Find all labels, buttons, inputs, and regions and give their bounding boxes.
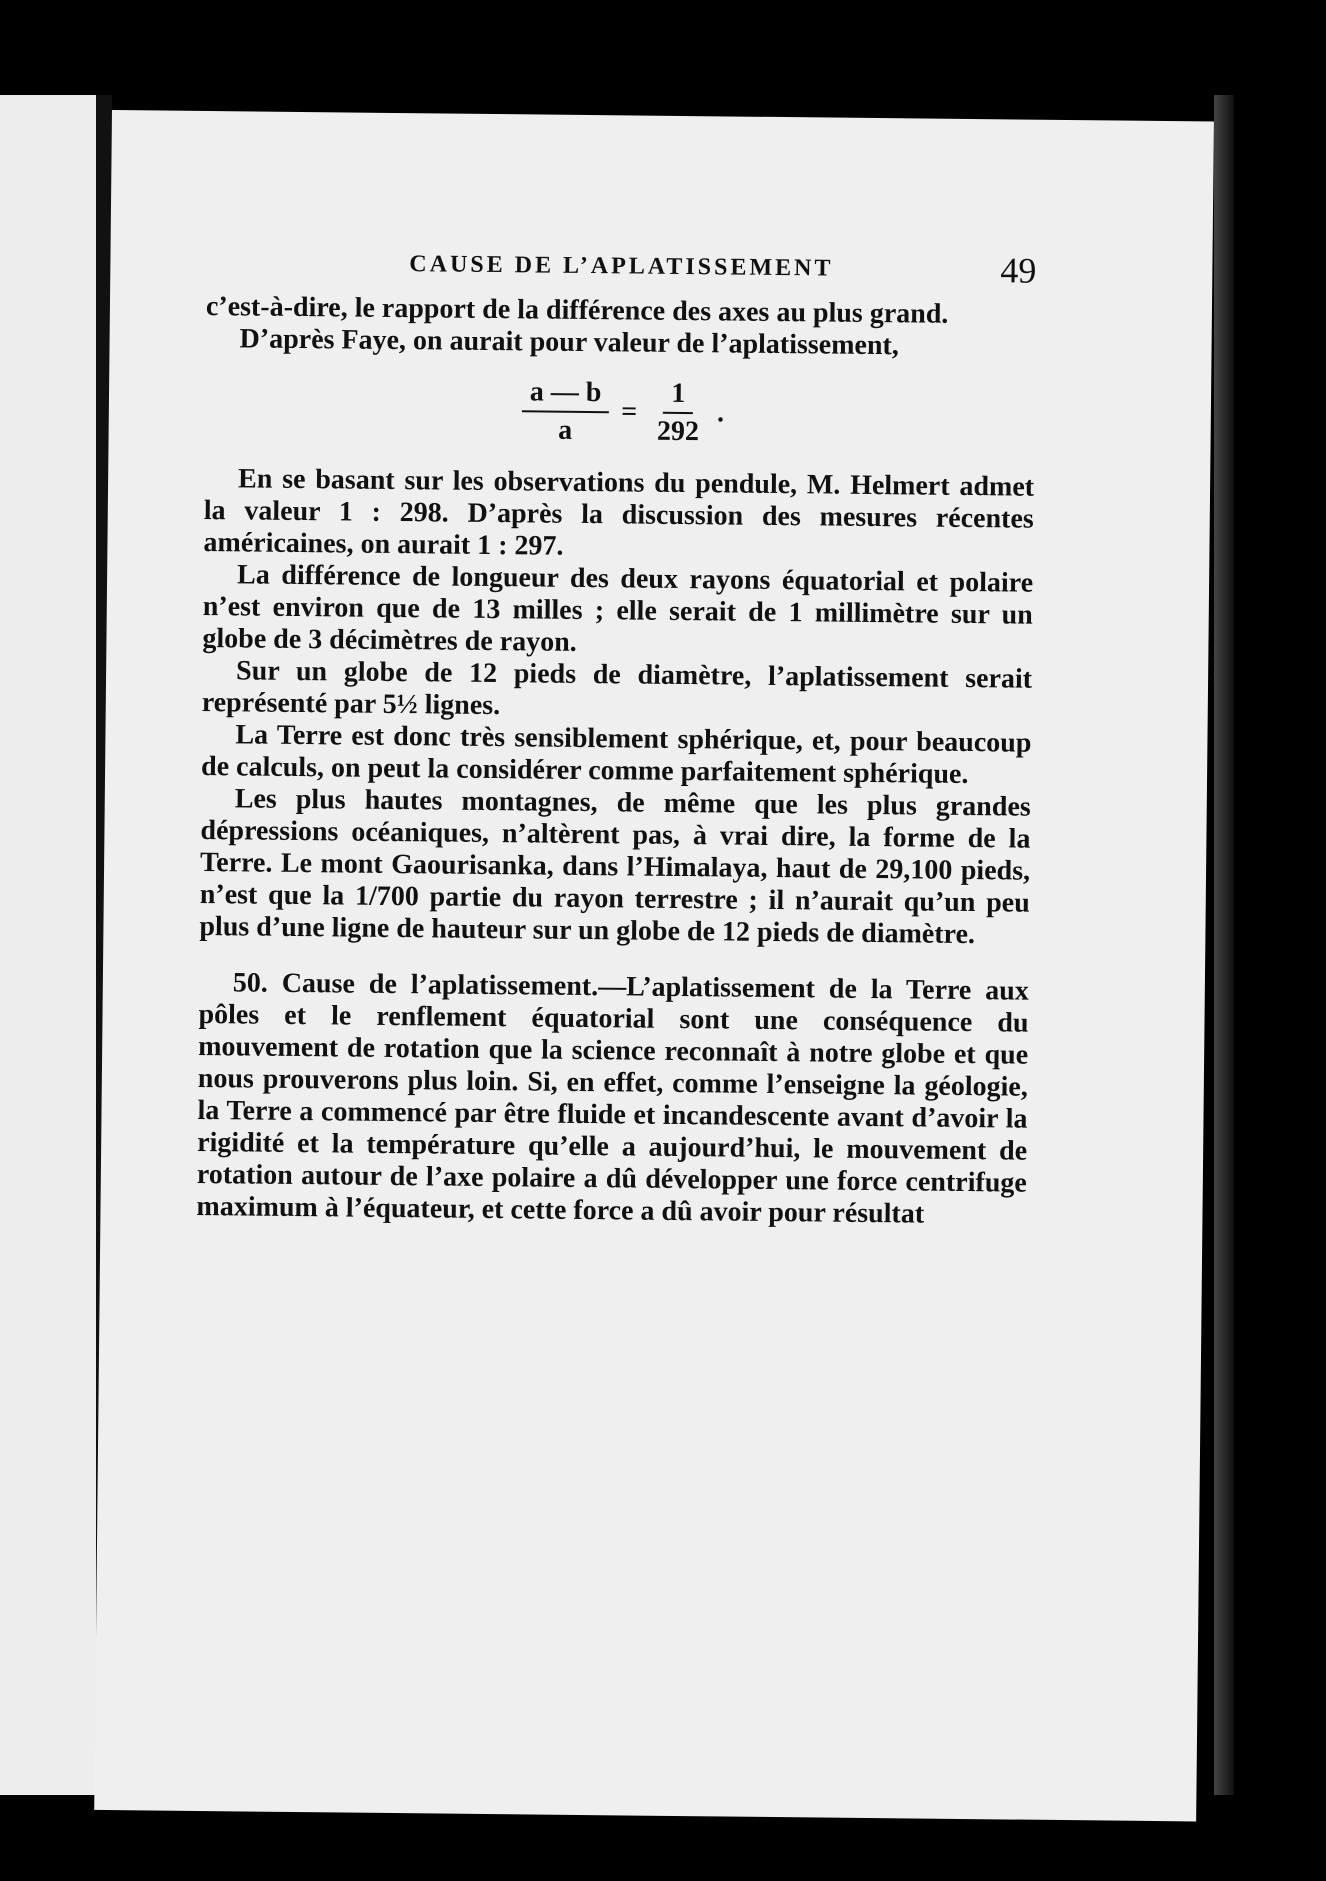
section-body: —L’aplatissement de la Terre aux pôles et le renflement équatorial sont une conséquence du mouvement de rotation que la science reconnaît à notre globe et que nous prouverons plus loin. Si, en effet, comme l’enseigne la géologie, la Terre a commencé par être fluide et incandescente avant d’avoir la rigidité et la température qu’elle a aujourd’hui, le mouvement de rotation autour de l’axe polaire a dû développer une force centrifuge maximum à l’équateur, et cette force a dû avoir pour résultat: [196, 971, 1030, 1230]
page-fore-edge: [1214, 95, 1234, 1795]
paragraph-globe: Sur un globe de 12 pieds de diamètre, l’aplatissement serait représenté par 5½ lignes.: [201, 655, 1033, 722]
paragraph-rayons: La différence de longueur des deux rayons équatorial et polaire n’est environ que de 13 milles ; elle serait de 1 millimètre sur un globe de 3 décimètres de rayon.: [202, 559, 1034, 658]
section-number: 50.: [232, 967, 269, 999]
book-page: [94, 110, 1214, 1821]
paragraph-faye: D’après Faye, on aurait pour valeur de l’aplatissement,: [239, 323, 900, 362]
page-number: 49: [1000, 250, 1037, 291]
formula-lhs-numerator: a — b: [522, 376, 610, 413]
paragraph-helmert: En se basant sur les observations du pendule, M. Helmert admet la valeur 1 : 298. D’après la discussion des mesures récentes américaines, on aurait 1 : 297.: [203, 463, 1035, 562]
scan-background-right: [1234, 90, 1326, 1800]
paragraph-montagnes: Les plus hautes montagnes, de même que les plus grandes dépressions océaniques, n’altèrent pas, à vrai dire, la forme de la Terre. Le mont Gaourisanka, dans l’Himalaya, haut de 29,100 pieds, n’est que la 1/700 partie du rayon terrestre ; il n’aurait qu’un peu plus d’une ligne de hauteur sur un globe de 12 pieds de diamètre.: [199, 783, 1031, 951]
flattening-formula: [205, 373, 1036, 452]
formula-rhs-numerator: 1: [663, 378, 693, 414]
facing-page-edge: [0, 95, 96, 1795]
formula-lhs-denominator: a: [558, 414, 573, 446]
page-content: [196, 241, 1036, 1232]
formula-terminator: .: [716, 397, 725, 429]
section-cause-aplatissement: [196, 967, 1029, 1232]
formula-equals-sign: =: [621, 396, 638, 428]
paragraph-continuation: c’est-à-dire, le rapport de la différence des axes au plus grand.: [205, 290, 949, 330]
paragraph-spherique: La Terre est donc très sensiblement sphérique, et, pour beaucoup de calculs, on peut la considérer comme parfaitement sphérique.: [200, 719, 1032, 791]
formula-rhs-fraction: [649, 378, 708, 449]
running-head: [206, 241, 1036, 300]
section-heading: Cause de l’aplatissement.: [281, 967, 599, 1003]
formula-lhs-fraction: [521, 376, 609, 447]
formula-rhs-denominator: 292: [656, 415, 700, 448]
running-head-title: CAUSE DE L’APLATISSEMENT: [409, 251, 834, 282]
